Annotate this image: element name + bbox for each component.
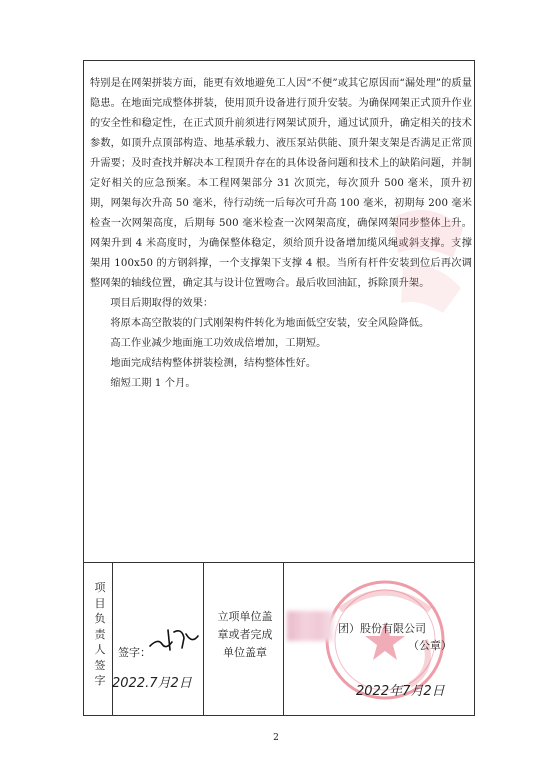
page-number: 2: [273, 733, 279, 743]
result-item: 地面完成结构整体拼装检测，结构整体性好。: [110, 358, 317, 369]
section-divider: [83, 562, 475, 563]
handwritten-signature: [148, 624, 200, 654]
result-item: 缩短工期 1 个月。: [110, 378, 196, 389]
column-divider: [112, 562, 113, 716]
column-divider: [203, 562, 204, 716]
faint-seal-stamp: [383, 198, 473, 318]
column-divider: [283, 562, 284, 716]
leader-signature-label: 项 目 负 责 人 签 字: [94, 581, 106, 687]
result-item: 将原本高空散装的门式刚架构件转化为地面低空安装，安全风险降低。: [110, 318, 430, 329]
signature-label: 签字：: [118, 646, 151, 659]
seal-label: （公章）: [408, 639, 452, 652]
redacted-org-name: [287, 611, 333, 641]
unit-date: 2022年7月2日: [356, 684, 445, 699]
results-heading: 项目后期取得的效果：: [110, 298, 214, 309]
unit-seal-label: 立项单位盖 章或者完成 单位盖章: [217, 610, 273, 659]
body-paragraph: 特别是在网架拼装方面，能更有效地避免工人因“不便”或其它原因而“漏处理”的质量隐患。在地面完成整体拼装，使用顶升设备进行顶升安装。为确保网架正式顶升作业的安全性和稳定性，在正式顶升前须进行网架试顶升，通过试顶升，确定相关的技术参数，如顶升点顶部构造、地基承载力、液压泵站供能、顶升架支架是否满足正常顶升需要；及时查找并解决本工程顶升存在的具体设备问题和技术上的缺陷问题，并制定好相关的应急预案。本工程网架部分 31 次顶完，每次顶升 500 毫米，顶升初期，网架每次升高 50 毫米，待行动统一后每次可升高 100 毫米，初期每 200 毫米检查一次网架高度，后期每 500 毫米检查一次网架高度，确保网架同步整体上升。网架升到 4 米高度时，为确保整体稳定，须给顶升设备增加缆风绳或斜支撑。支撑架用 100x50 的方钢斜撑，一个支撑架下支撑 4 根。当所有杆件安装到位后再次调整网架的轴线位置，确定其与设计位置吻合。最后收回油缸，拆除顶升架。: [90, 78, 472, 289]
result-item: 高工作业减少地面施工功效成倍增加，工期短。: [110, 338, 327, 349]
org-name: 团）股份有限公司: [338, 622, 426, 635]
leader-date: 2022.7月2日: [112, 676, 192, 691]
